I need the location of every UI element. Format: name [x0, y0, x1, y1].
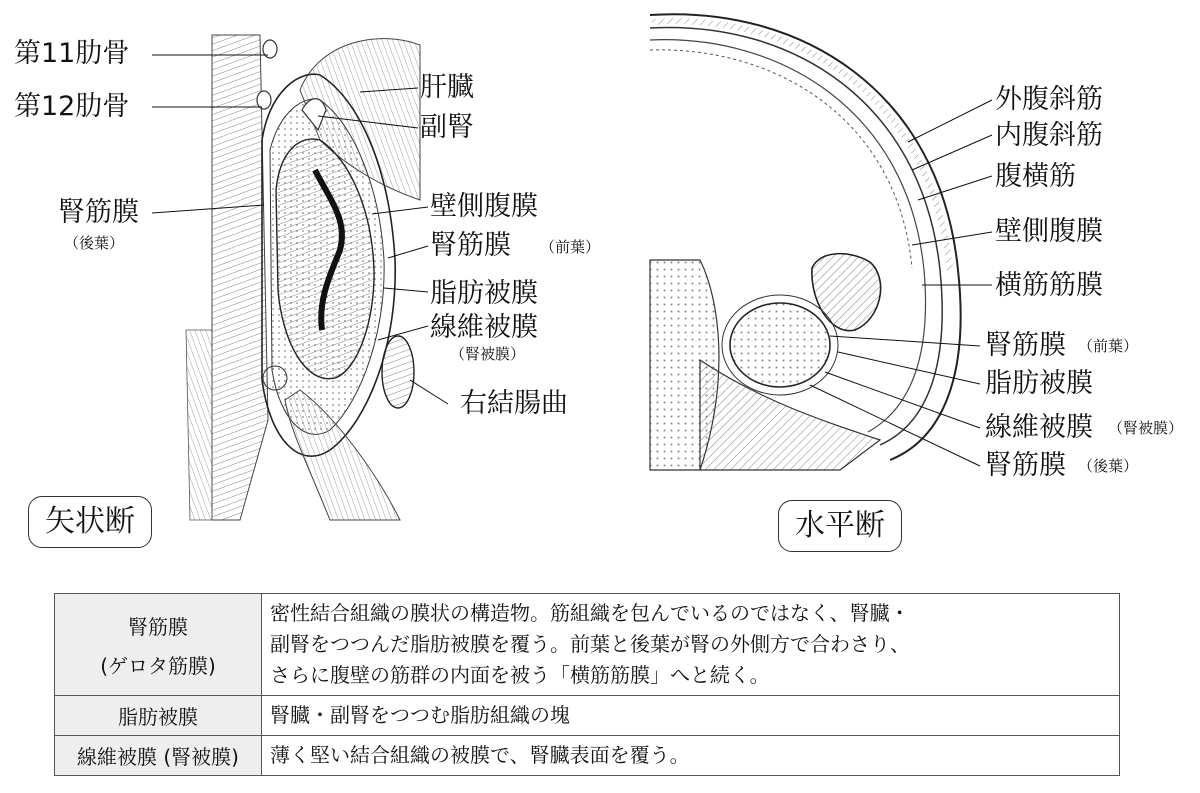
table-row: [55, 594, 1120, 696]
table-row-description: [262, 594, 1120, 696]
label-liver: 肝臓: [420, 72, 474, 103]
table-row-description: 薄く堅い結合組織の被膜で、腎臓表面を覆う。: [262, 736, 1120, 776]
label-hepatic-flexure: 右結腸曲: [460, 388, 568, 419]
description-line: 密性結合組織の膜状の構造物。筋組織を包んでいるのではなく、腎臓・: [270, 601, 910, 625]
label-rib-12: 第12肋骨: [14, 91, 130, 122]
table-row-description: 腎臓・副腎をつつむ脂肪組織の塊: [262, 696, 1120, 736]
table-row: [55, 736, 1120, 776]
label-renal-fascia-anterior-h: 腎筋膜: [985, 330, 1066, 361]
label-rib-11: 第11肋骨: [14, 38, 130, 69]
table-row: [55, 696, 1120, 736]
label-external-oblique: 外腹斜筋: [995, 84, 1103, 115]
label-renal-fascia-posterior-h: 腎筋膜: [985, 450, 1066, 481]
label-renal-fascia-posterior-h-sub: （後葉）: [1078, 457, 1139, 475]
label-adrenal: 副腎: [420, 112, 474, 143]
table-row-header: 脂肪被膜: [55, 696, 262, 736]
label-fibrous-capsule-h: 線維被膜: [985, 412, 1093, 443]
table-row-header: [55, 594, 262, 696]
label-parietal-peritoneum-h: 壁側腹膜: [995, 216, 1103, 247]
horizontal-title: 水平断: [778, 500, 902, 552]
table-row-header: 線維被膜 (腎被膜): [55, 736, 262, 776]
label-internal-oblique: 内腹斜筋: [995, 120, 1103, 151]
label-renal-fascia-posterior: 腎筋膜: [58, 197, 139, 228]
description-line: 副腎をつつんだ脂肪被膜を覆う。前葉と後葉が腎の外側方で合わさり、: [270, 632, 910, 656]
label-renal-fascia-anterior-sub: （前葉）: [540, 238, 601, 256]
horizontal-section-illustration: [640, 0, 1200, 560]
row-header-line: 腎筋膜: [128, 614, 188, 639]
label-perirenal-fat-h: 脂肪被膜: [985, 368, 1093, 399]
label-fibrous-capsule: 線維被膜: [430, 312, 538, 343]
label-parietal-peritoneum: 壁側腹膜: [430, 191, 538, 222]
label-transversus: 腹横筋: [995, 161, 1076, 192]
label-renal-fascia-posterior-sub: （後葉）: [64, 234, 125, 252]
label-renal-fascia-anterior-h-sub: （前葉）: [1078, 337, 1139, 355]
row-header-line: (ゲロタ筋膜): [100, 653, 216, 678]
label-fibrous-capsule-h-sub: （腎被膜）: [1108, 419, 1184, 437]
description-table: [54, 593, 1120, 776]
sagittal-title: 矢状断: [28, 496, 152, 548]
label-perirenal-fat: 脂肪被膜: [430, 278, 538, 309]
label-transversalis-fascia: 横筋筋膜: [995, 270, 1103, 301]
label-fibrous-capsule-sub: （腎被膜）: [450, 345, 526, 363]
label-renal-fascia-anterior: 腎筋膜: [430, 230, 511, 261]
description-line: さらに腹壁の筋群の内面を被う「横筋筋膜」へと続く。: [270, 663, 770, 687]
